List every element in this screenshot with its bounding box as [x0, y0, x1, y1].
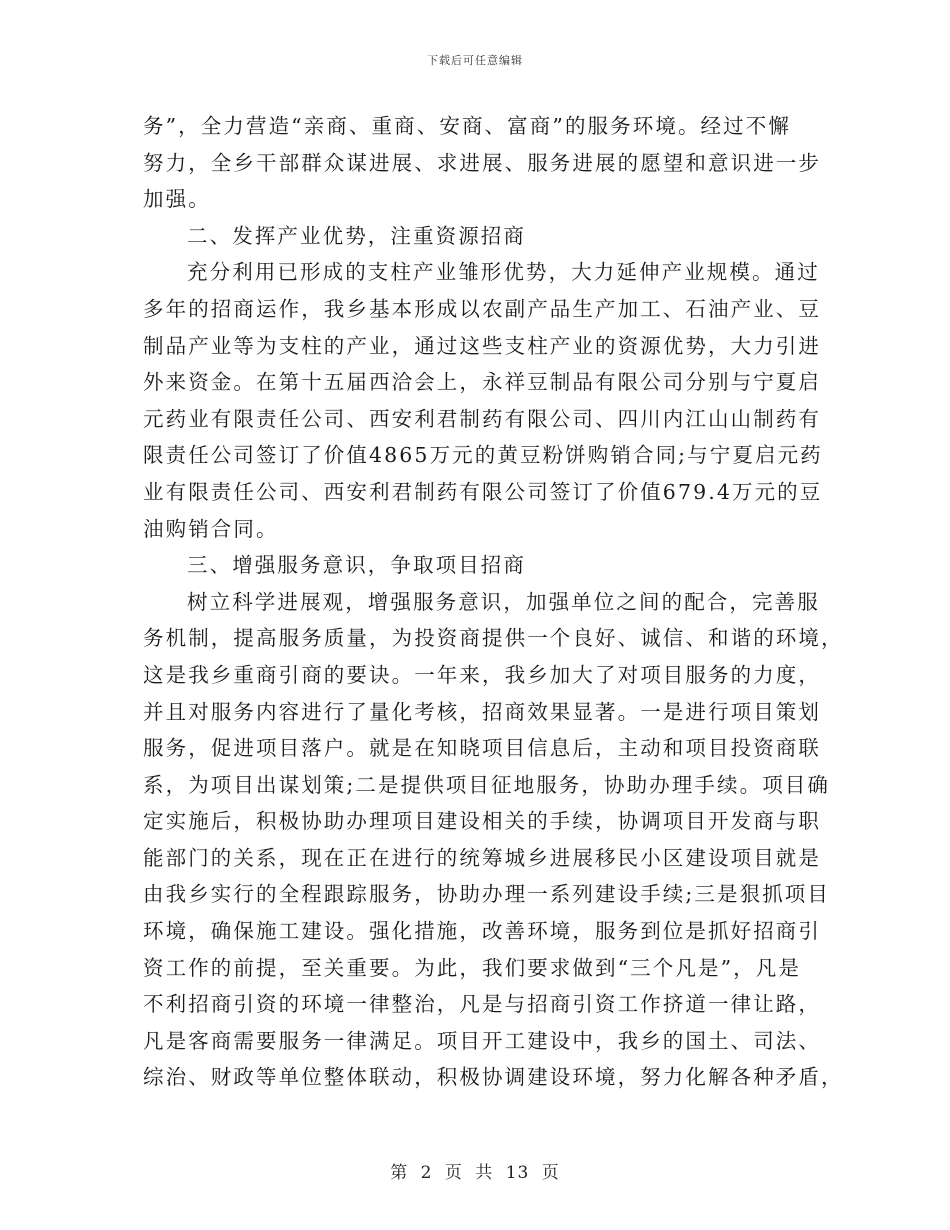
- text-line: 务机制，提高服务质量，为投资商提供一个良好、诚信、和谐的环境，: [143, 626, 844, 651]
- text-line: 外来资金。在第十五届西洽会上，永祥豆制品有限公司分别与宁夏启: [143, 370, 821, 395]
- text-line: 多年的招商运作，我乡基本形成以农副产品生产加工、石油产业、豆: [143, 296, 821, 321]
- text-line: 这是我乡重商引商的要诀。一年来，我乡加大了对项目服务的力度，: [143, 662, 821, 687]
- text-line: 由我乡实行的全程跟踪服务，协助办理一系列建设手续;三是狠抓项目: [143, 882, 831, 907]
- text-line: 制品产业等为支柱的产业，通过这些支柱产业的资源优势，大力引进: [143, 333, 821, 358]
- text-line: 油购销合同。: [143, 516, 279, 541]
- text-line: 系，为项目出谋划策;二是提供项目征地服务，协助办理手续。项目确: [143, 772, 831, 797]
- text-line: 定实施后，积极协助办理项目建设相关的手续，协调项目开发商与职: [143, 809, 821, 834]
- text-line: 业有限责任公司、西安利君制药有限公司签订了价值679.4万元的豆: [143, 479, 823, 504]
- text-line: 资工作的前提，至关重要。为此，我们要求做到“三个凡是”，凡是: [143, 955, 801, 980]
- text-line: 限责任公司签订了价值4865万元的黄豆粉饼购销合同;与宁夏启元药: [143, 443, 823, 468]
- text-line: 能部门的关系，现在正在进行的统筹城乡进展移民小区建设项目就是: [143, 845, 821, 870]
- text-line: 加强。: [143, 187, 211, 212]
- text-line: 并且对服务内容进行了量化考核，招商效果显著。一是进行项目策划: [143, 699, 821, 724]
- page-footer: 第 2 页 共 13 页: [390, 1163, 560, 1183]
- paragraph-start-line: 树立科学进展观，增强服务意识，加强单位之间的配合，完善服: [187, 589, 820, 614]
- page-header: 下载后可任意编辑: [427, 54, 523, 67]
- text-line: 不利招商引资的环境一律整治，凡是与招商引资工作挤道一律让路，: [143, 992, 821, 1017]
- text-line: 务”，全力营造“亲商、重商、安商、富商”的服务环境。经过不懈: [143, 114, 791, 138]
- text-line: 服务，促进项目落户。就是在知晓项目信息后，主动和项目投资商联: [143, 736, 821, 761]
- text-line: 元药业有限责任公司、西安利君制药有限公司、四川内江山山制药有: [143, 406, 821, 431]
- body-text: [143, 108, 844, 1096]
- text-line: 环境，确保施工建设。强化措施，改善环境，服务到位是抓好招商引: [143, 919, 821, 944]
- text-line: 努力，全乡干部群众谋进展、求进展、服务进展的愿望和意识进一步: [143, 150, 821, 175]
- section-heading: 三、增强服务意识，争取项目招商: [187, 553, 526, 578]
- text-line: 凡是客商需要服务一律满足。项目开工建设中，我乡的国土、司法、: [143, 1028, 821, 1053]
- text-line: 综治、财政等单位整体联动，积极协调建设环境，努力化解各种矛盾，: [143, 1065, 844, 1090]
- paragraph-start-line: 充分利用已形成的支柱产业雏形优势，大力延伸产业规模。通过: [187, 260, 820, 285]
- section-heading: 二、发挥产业优势，注重资源招商: [187, 223, 526, 248]
